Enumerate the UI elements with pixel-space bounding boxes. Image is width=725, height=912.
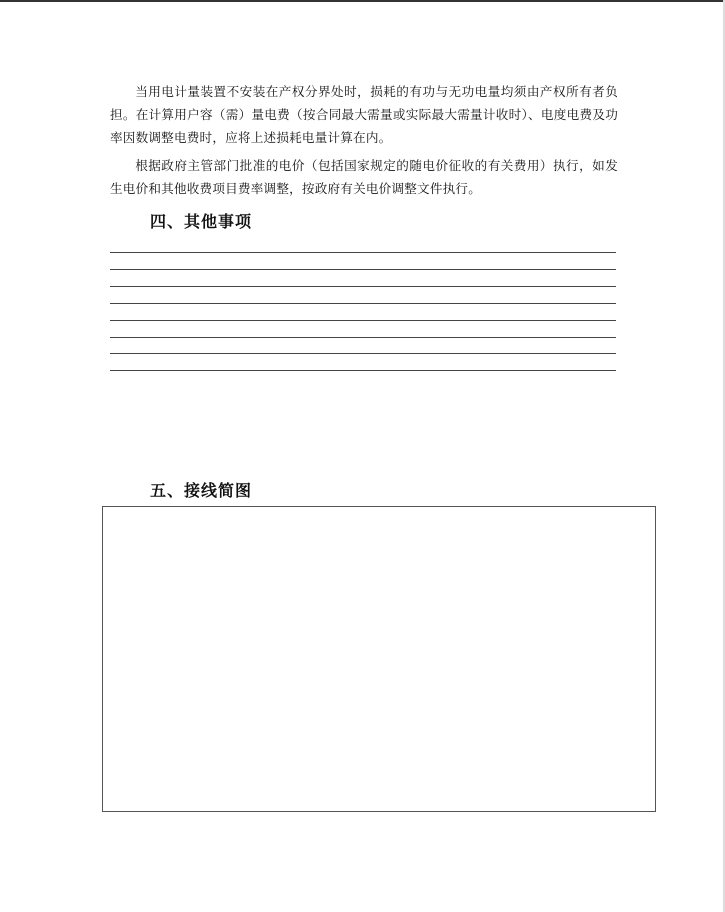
paragraph-line-loss: 当用电计量装置不安装在产权分界处时，损耗的有功与无功电量均须由产权所有者负担。在计算用户容（需）量电费（按合同最大需量或实际最大需量计收时）、电度电费及功率因数调整电费时，应将上述损耗电量计算在内。 [110, 84, 618, 145]
blank-writing-line [110, 320, 616, 321]
blank-writing-line [110, 337, 616, 338]
blank-writing-line [110, 370, 616, 371]
blank-writing-line [110, 269, 616, 270]
wiring-diagram-box[interactable] [102, 506, 656, 812]
section-heading-other-matters: 四、其他事项 [150, 212, 253, 231]
page-top-border [0, 0, 725, 2]
blank-writing-line [110, 303, 616, 304]
section-heading-wiring-diagram: 五、接线简图 [150, 481, 253, 500]
blank-writing-line [110, 353, 616, 354]
blank-writing-line [110, 252, 616, 253]
paragraph-electricity-price: 根据政府主管部门批准的电价（包括国家规定的随电价征收的有关费用）执行，如发生电价和其他收费项目费率调整，按政府有关电价调整文件执行。 [110, 158, 618, 196]
other-matters-writing-area[interactable] [110, 252, 616, 392]
blank-writing-line [110, 286, 616, 287]
